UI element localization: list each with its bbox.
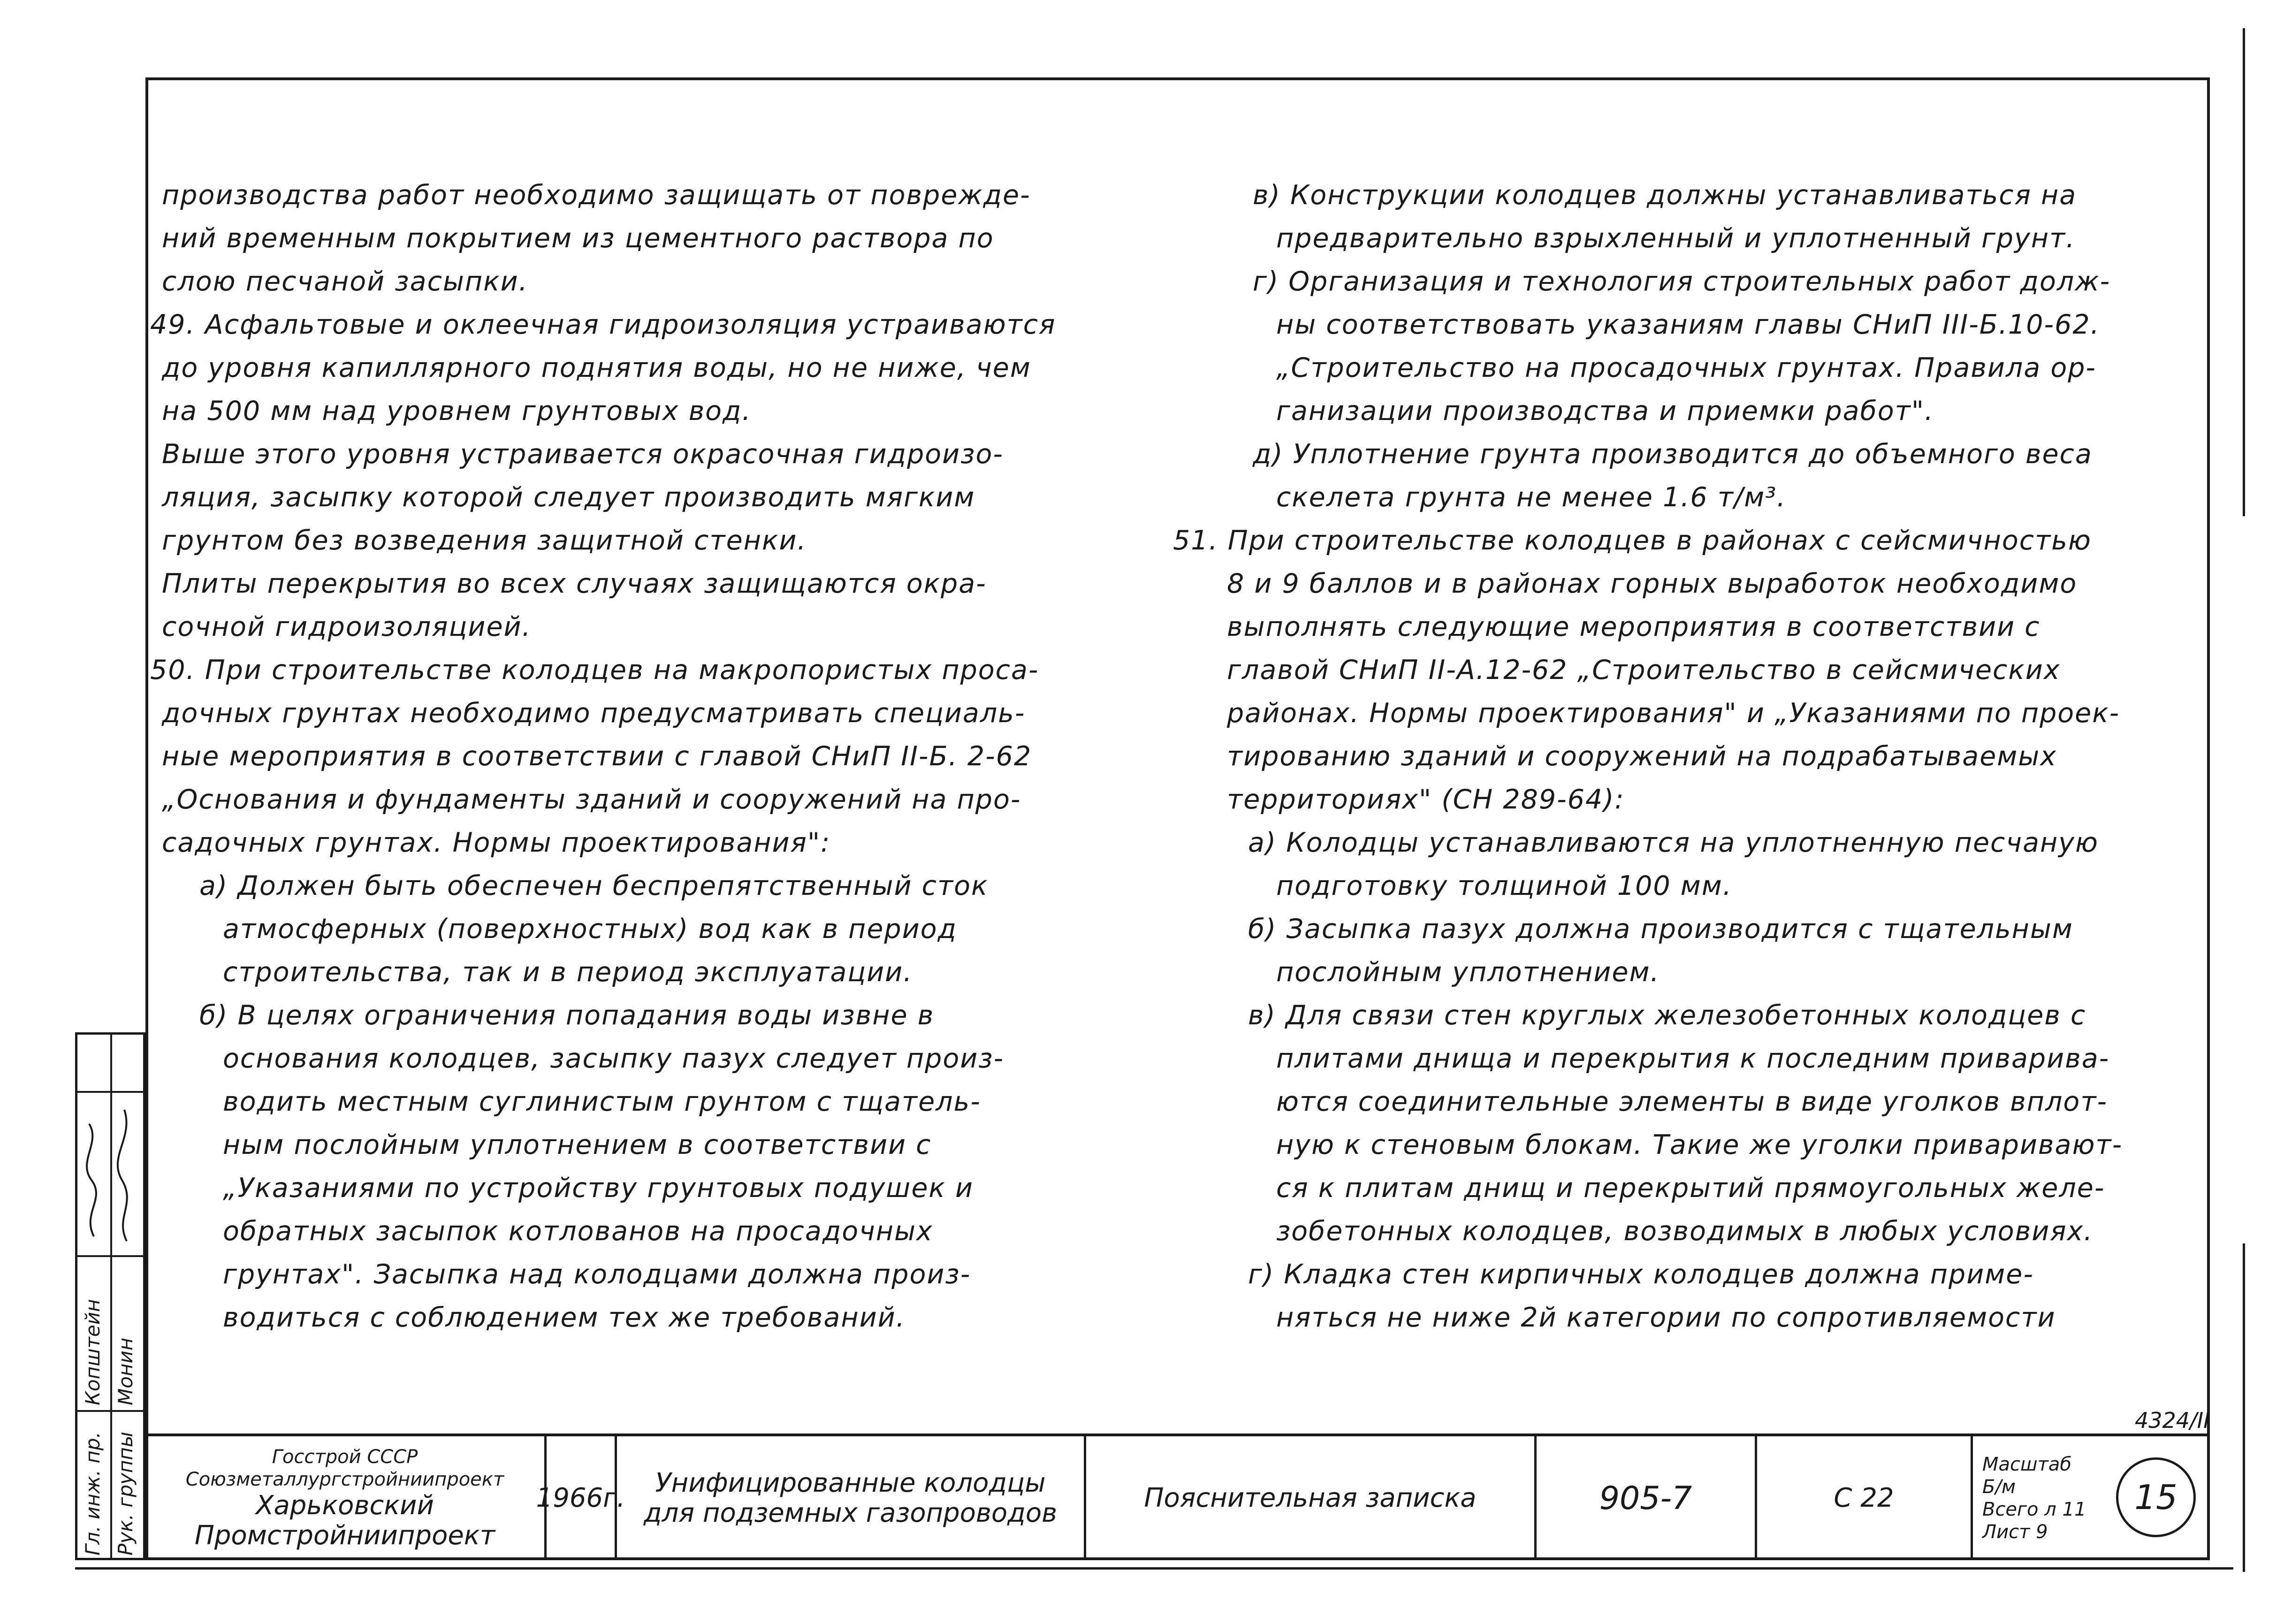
text-line: грунтах". Засыпка над колодцами должна произ- xyxy=(223,1259,971,1290)
order-number: 4324/II xyxy=(2135,1408,2210,1433)
stamp-role-chief-engineer: Гл. инж. пр. xyxy=(81,1432,104,1555)
page-binding-line xyxy=(2243,1243,2245,1572)
text-line: 51. При строительстве колодцев в районах с сейсмичностью xyxy=(1173,525,2092,556)
org-name: Промстройниипроект xyxy=(194,1520,495,1551)
series-cell xyxy=(1534,1436,1755,1560)
text-line: ные мероприятия в соответствии с главой СНиП II-Б. 2-62 xyxy=(162,741,1032,772)
text-line: Выше этого уровня устраивается окрасочная гидроизо- xyxy=(162,439,1004,470)
year: 1966г. xyxy=(536,1483,625,1513)
text-line: водиться с соблюдением тех же требований. xyxy=(223,1302,906,1333)
text-line: производства работ необходимо защищать от повреждe- xyxy=(162,180,1031,211)
text-line: подготовку толщиной 100 мм. xyxy=(1276,870,1732,901)
text-line: скелета грунта не менее 1.6 т/м³. xyxy=(1276,482,1787,513)
text-line: Плиты перекрытия во всех случаях защищаются окра- xyxy=(162,568,987,599)
text-line: садочных грунтах. Нормы проектирования": xyxy=(162,827,831,858)
text-line: главой СНиП II-А.12-62 „Строительство в сейсмических xyxy=(1227,655,2061,686)
organization-cell xyxy=(145,1436,544,1560)
page-binding-line xyxy=(2243,28,2245,516)
text-line: б) В целях ограничения попадания воды извне в xyxy=(199,1000,935,1031)
page-edge-line xyxy=(75,1567,2233,1570)
text-line: ную к стеновым блокам. Такие же уголки приваривают- xyxy=(1276,1129,2123,1160)
text-line: строительства, так и в период эксплуатации. xyxy=(223,957,913,988)
org-institute: Союзметаллургстройниипроект xyxy=(185,1469,504,1490)
text-line: ний временным покрытием из цементного раствора по xyxy=(162,223,994,254)
scale-label: Масштаб xyxy=(1982,1454,2072,1475)
text-line: обратных засыпок котлованов на просадочных xyxy=(223,1216,933,1247)
text-line: 8 и 9 баллов и в районах горных выработок необходимо xyxy=(1227,568,2078,599)
signature-marks xyxy=(77,1096,143,1250)
text-line: атмосферных (поверхностных) вод как в период xyxy=(223,914,957,945)
stamp-name-kopshtein: Копштейн xyxy=(81,1299,104,1405)
text-line: плитами днища и перекрытия к последним приварива- xyxy=(1276,1043,2110,1074)
text-line: а) Должен быть обеспечен беспрепятственный сток xyxy=(199,870,989,901)
series-number: 905-7 xyxy=(1599,1479,1692,1517)
org-ministry: Госстрой СССР xyxy=(272,1446,418,1468)
text-line: в) Для связи стен круглых железобетонных колодцев с xyxy=(1248,1000,2086,1031)
text-line: „Строительство на просадочных грунтах. Правила ор- xyxy=(1276,352,2096,383)
text-line: ются соединительные элементы в виде уголков вплот- xyxy=(1276,1086,2108,1117)
text-line: выполнять следующие мероприятия в соответствии с xyxy=(1227,611,2040,642)
text-line: д) Уплотнение грунта производится до объемного веса xyxy=(1253,439,2093,470)
document-title-cell xyxy=(1084,1436,1534,1560)
scale-value: Б/м xyxy=(1982,1476,2016,1498)
text-line: ляция, засыпку которой следует производить мягким xyxy=(162,482,975,513)
signature-stamp xyxy=(75,1032,145,1560)
text-line: ным послойным уплотнением в соответствии с xyxy=(223,1129,932,1160)
text-line: сочной гидроизоляцией. xyxy=(162,611,532,642)
stamp-role-group-leader: Рук. группы xyxy=(114,1432,137,1555)
sheet-code: С 22 xyxy=(1834,1483,1894,1513)
title-block xyxy=(145,1433,2210,1560)
page-number-circle: 15 xyxy=(2116,1457,2196,1537)
text-line: водить местным суглинистым грунтом с тщатель- xyxy=(223,1086,981,1117)
text-line: г) Организация и технология строительных работ долж- xyxy=(1253,266,2111,297)
sheet-code-cell xyxy=(1755,1436,1971,1560)
org-city: Харьковский xyxy=(256,1490,434,1521)
text-line: ны соответствовать указаниям главы СНиП III-Б.10-62. xyxy=(1276,309,2100,340)
text-line: ганизации производства и приемки работ". xyxy=(1276,396,1934,427)
text-line: „Основания и фундаменты зданий и сооружений на про- xyxy=(162,784,1021,815)
project-title-cell xyxy=(615,1436,1084,1560)
text-line: 50. При строительстве колодцев на макропористых проса- xyxy=(150,655,1039,686)
text-line: тированию зданий и сооружений на подрабатываемых xyxy=(1227,741,2057,772)
document-title: Пояснительная записка xyxy=(1144,1483,1477,1513)
text-line: зобетонных колодцев, возводимых в любых условиях. xyxy=(1276,1216,2094,1247)
text-line: слою песчаной засыпки. xyxy=(162,266,528,297)
text-line: предварительно взрыхленный и уплотненный грунт. xyxy=(1276,223,2076,254)
text-line: основания колодцев, засыпку пазух следует произ- xyxy=(223,1043,1005,1074)
project-title: Унифицированные колодцы для подземных газопроводов xyxy=(643,1468,1058,1528)
year-cell xyxy=(536,1436,625,1560)
text-line: послойным уплотнением. xyxy=(1276,957,1660,988)
sheet-number: Лист 9 xyxy=(1982,1521,2048,1543)
text-line: на 500 мм над уровнем грунтовых вод. xyxy=(162,396,752,427)
text-line: „Указаниями по устройству грунтовых подушек и xyxy=(223,1173,974,1204)
text-line: территориях" (СН 289-64): xyxy=(1227,784,1625,815)
text-line: г) Кладка стен кирпичных колодцев должна приме- xyxy=(1248,1259,2034,1290)
text-line: ся к плитам днищ и перекрытий прямоугольных желе- xyxy=(1276,1173,2105,1204)
text-line: а) Колодцы устанавливаются на уплотненную песчаную xyxy=(1248,827,2099,858)
total-sheets: Всего л 11 xyxy=(1982,1499,2086,1520)
text-line: дочных грунтах необходимо предусматривать специаль- xyxy=(162,698,1026,729)
text-line: в) Конструкции колодцев должны устанавливаться на xyxy=(1253,180,2077,211)
text-line: районах. Нормы проектирования" и „Указаниями по проек- xyxy=(1227,698,2120,729)
stamp-name-monin: Монин xyxy=(114,1337,137,1405)
text-line: няться не ниже 2й категории по сопротивляемости xyxy=(1276,1302,2056,1333)
text-line: до уровня капиллярного поднятия воды, но не ниже, чем xyxy=(162,352,1031,383)
text-line: 49. Асфальтовые и оклеечная гидроизоляция устраиваются xyxy=(150,309,1056,340)
text-line: грунтом без возведения защитной стенки. xyxy=(162,525,807,556)
text-line: б) Засыпка пазух должна производится с тщательным xyxy=(1248,914,2073,945)
